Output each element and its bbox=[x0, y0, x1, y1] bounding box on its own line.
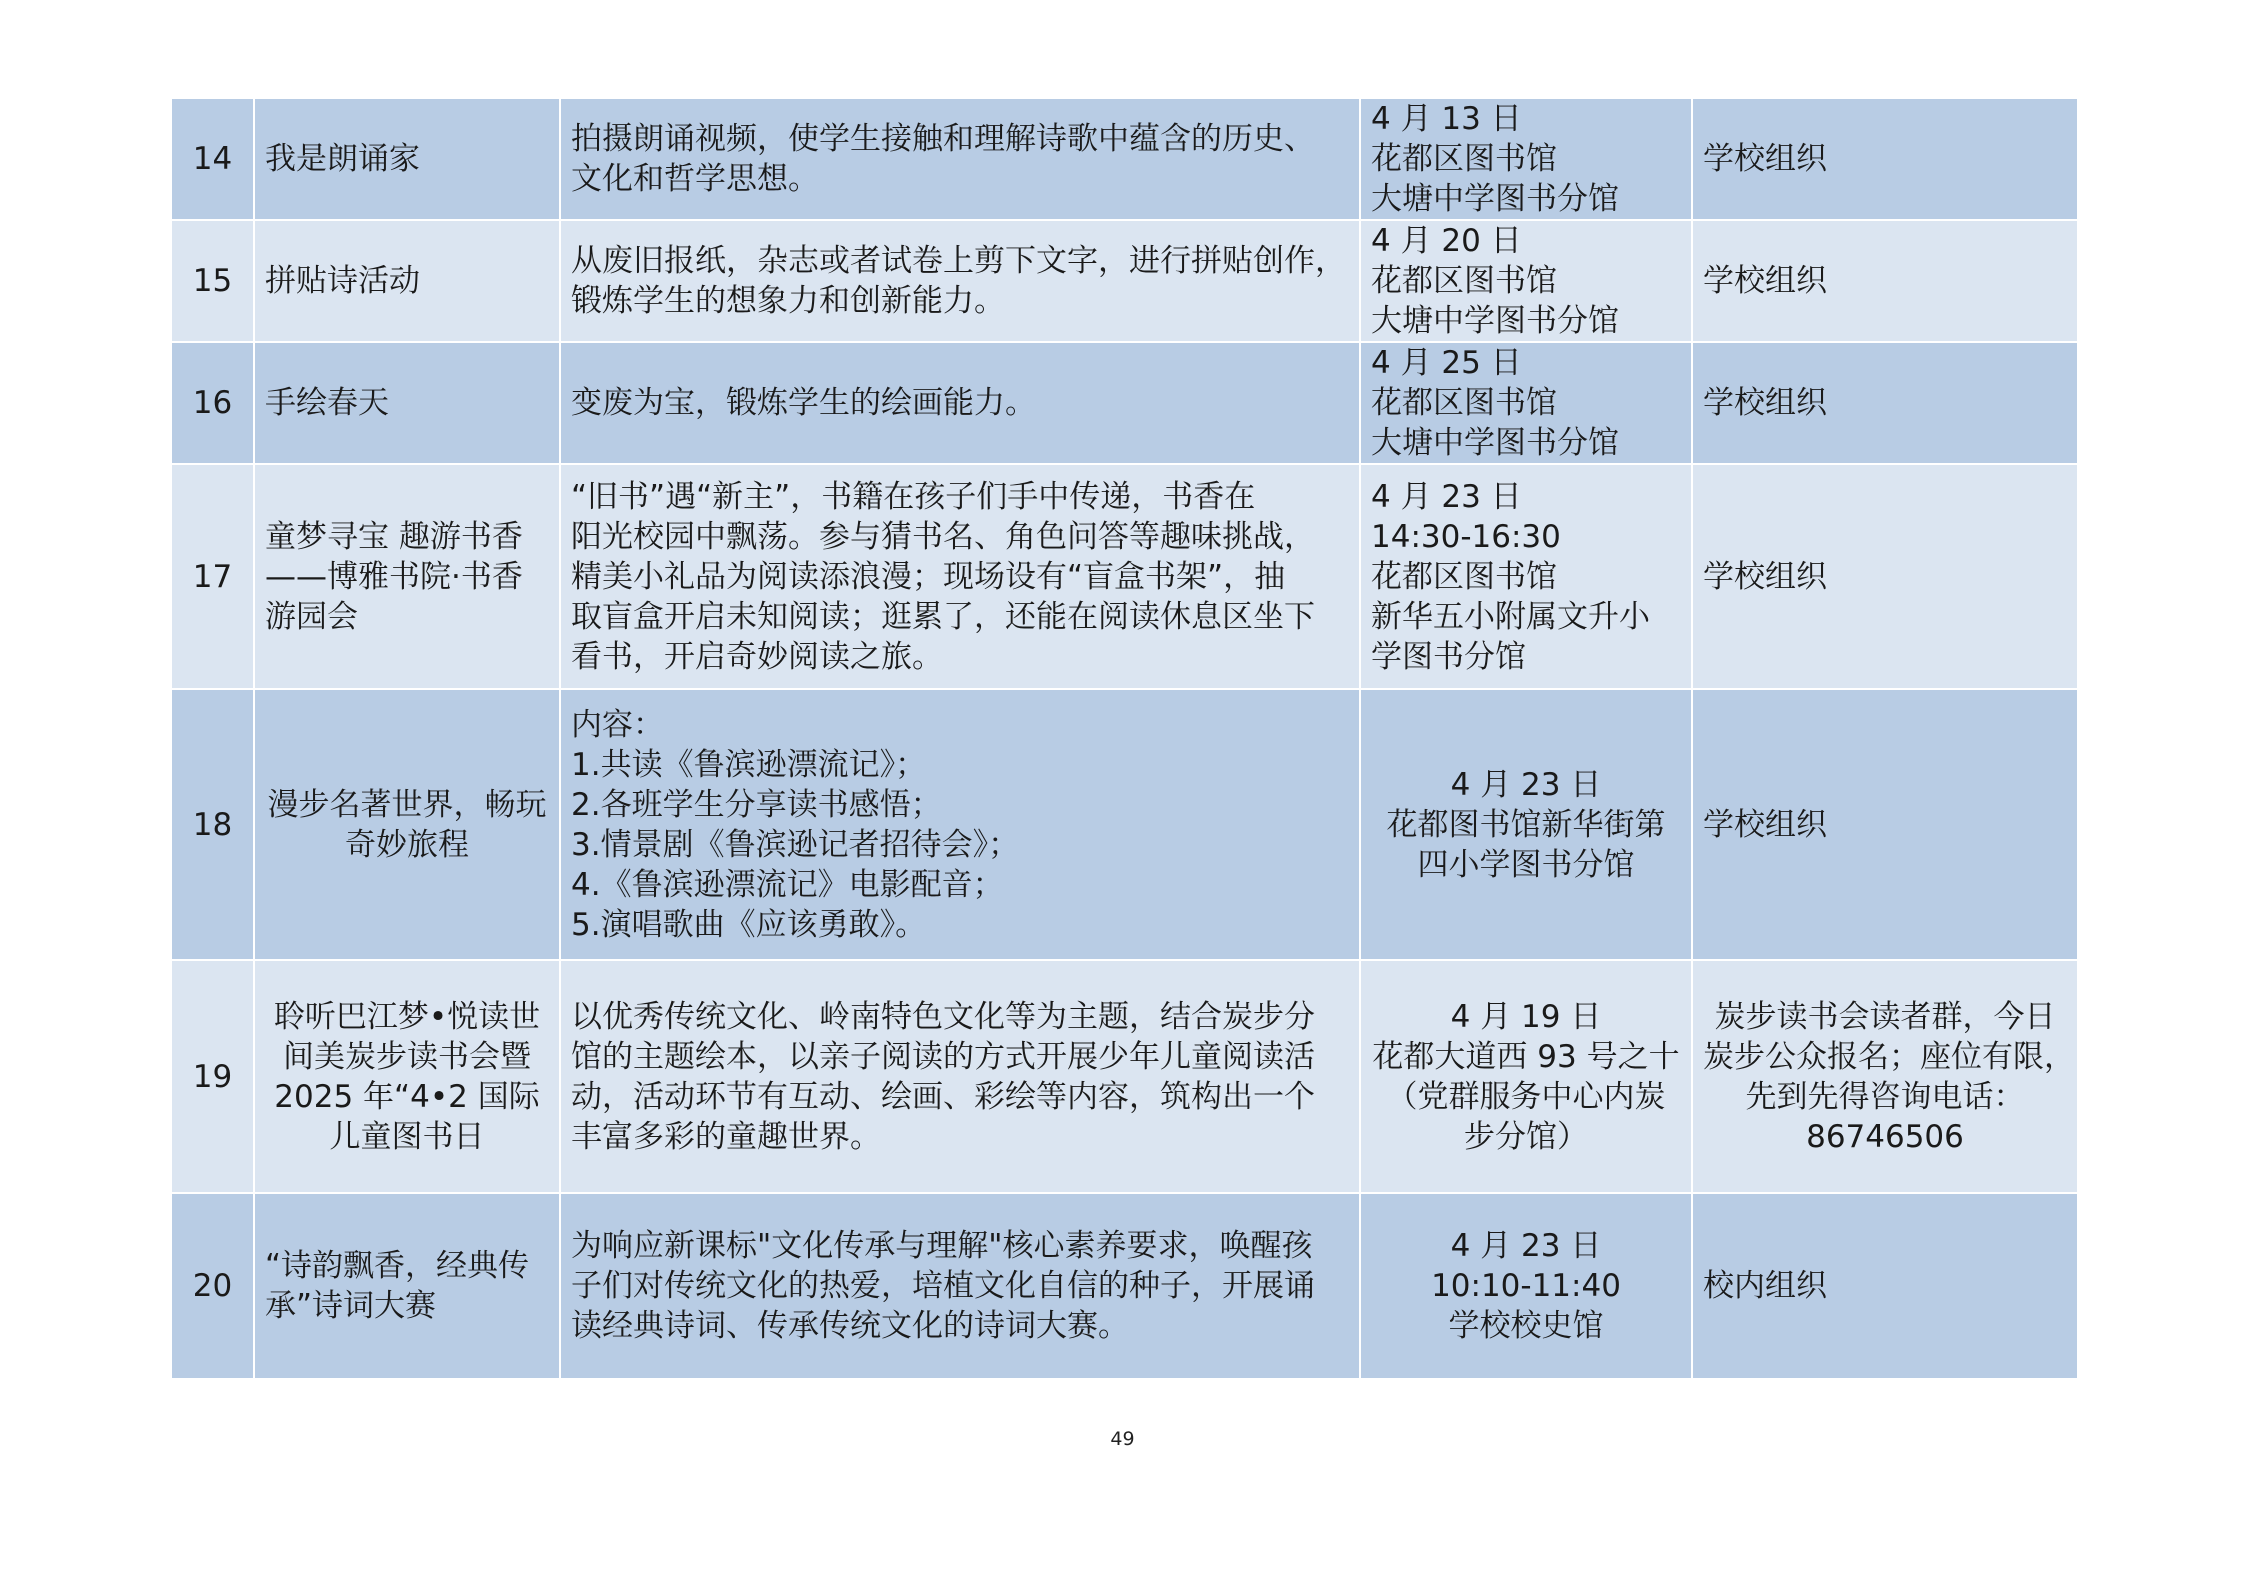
activity-time-place: 4 月 19 日 花都大道西 93 号之十 （党群服务中心内炭 步分馆） bbox=[1360, 960, 1692, 1193]
table-row bbox=[171, 342, 2078, 464]
table-row bbox=[171, 960, 2078, 1193]
table-row bbox=[171, 464, 2078, 689]
activity-description: “旧书”遇“新主”，书籍在孩子们手中传递，书香在 阳光校园中飘荡。参与猜书名、角色问答等趣味挑战， 精美小礼品为阅读添浪漫；现场设有“盲盒书架”，抽 取盲盒开启未知阅读；逛累了，还能在阅读休息区坐下 看书，开启奇妙阅读之旅。 bbox=[560, 464, 1360, 689]
activity-time-place: 4 月 13 日 花都区图书馆 大塘中学图书分馆 bbox=[1360, 98, 1692, 220]
row-number: 16 bbox=[171, 342, 254, 464]
activity-name: “诗韵飘香，经典传 承”诗词大赛 bbox=[254, 1193, 560, 1379]
activity-name: 童梦寻宝 趣游书香 ——博雅书院·书香 游园会 bbox=[254, 464, 560, 689]
activity-name: 拼贴诗活动 bbox=[254, 220, 560, 342]
table-row bbox=[171, 220, 2078, 342]
activity-description: 以优秀传统文化、岭南特色文化等为主题，结合炭步分 馆的主题绘本，以亲子阅读的方式开展少年儿童阅读活 动，活动环节有互动、绘画、彩绘等内容，筑构出一个 丰富多彩的童趣世界。 bbox=[560, 960, 1360, 1193]
activity-organizer: 学校组织 bbox=[1692, 220, 2078, 342]
activity-name: 手绘春天 bbox=[254, 342, 560, 464]
activity-table bbox=[170, 97, 2079, 1380]
row-number: 19 bbox=[171, 960, 254, 1193]
activity-time-place: 4 月 23 日 花都图书馆新华街第 四小学图书分馆 bbox=[1360, 689, 1692, 960]
table-row bbox=[171, 1193, 2078, 1379]
activity-organizer: 学校组织 bbox=[1692, 689, 2078, 960]
activity-name: 漫步名著世界，畅玩 奇妙旅程 bbox=[254, 689, 560, 960]
activity-description: 从废旧报纸，杂志或者试卷上剪下文字，进行拼贴创作， 锻炼学生的想象力和创新能力。 bbox=[560, 220, 1360, 342]
activity-organizer: 学校组织 bbox=[1692, 98, 2078, 220]
activity-description: 内容： 1.共读《鲁滨逊漂流记》； 2.各班学生分享读书感悟； 3.情景剧《鲁滨逊记者招待会》； 4.《鲁滨逊漂流记》电影配音； 5.演唱歌曲《应该勇敢》。 bbox=[560, 689, 1360, 960]
activity-time-place: 4 月 23 日 14:30-16:30 花都区图书馆 新华五小附属文升小 学图书分馆 bbox=[1360, 464, 1692, 689]
row-number: 15 bbox=[171, 220, 254, 342]
activity-time-place: 4 月 23 日 10:10-11:40 学校校史馆 bbox=[1360, 1193, 1692, 1379]
activity-organizer: 炭步读书会读者群，今日 炭步公众报名；座位有限， 先到先得咨询电话： 86746506 bbox=[1692, 960, 2078, 1193]
activity-organizer: 学校组织 bbox=[1692, 342, 2078, 464]
activity-time-place: 4 月 20 日 花都区图书馆 大塘中学图书分馆 bbox=[1360, 220, 1692, 342]
table-row bbox=[171, 98, 2078, 220]
table-row bbox=[171, 689, 2078, 960]
activity-description: 变废为宝，锻炼学生的绘画能力。 bbox=[560, 342, 1360, 464]
activity-name: 我是朗诵家 bbox=[254, 98, 560, 220]
activity-time-place: 4 月 25 日 花都区图书馆 大塘中学图书分馆 bbox=[1360, 342, 1692, 464]
row-number: 17 bbox=[171, 464, 254, 689]
page-number: 49 bbox=[1110, 1428, 1135, 1450]
row-number: 14 bbox=[171, 98, 254, 220]
activity-organizer: 学校组织 bbox=[1692, 464, 2078, 689]
activity-organizer: 校内组织 bbox=[1692, 1193, 2078, 1379]
activity-description: 拍摄朗诵视频，使学生接触和理解诗歌中蕴含的历史、 文化和哲学思想。 bbox=[560, 98, 1360, 220]
activity-name: 聆听巴江梦•悦读世 间美炭步读书会暨 2025 年“4•2 国际 儿童图书日 bbox=[254, 960, 560, 1193]
activity-description: 为响应新课标"文化传承与理解"核心素养要求，唤醒孩 子们对传统文化的热爱，培植文化自信的种子，开展诵 读经典诗词、传承传统文化的诗词大赛。 bbox=[560, 1193, 1360, 1379]
row-number: 18 bbox=[171, 689, 254, 960]
row-number: 20 bbox=[171, 1193, 254, 1379]
